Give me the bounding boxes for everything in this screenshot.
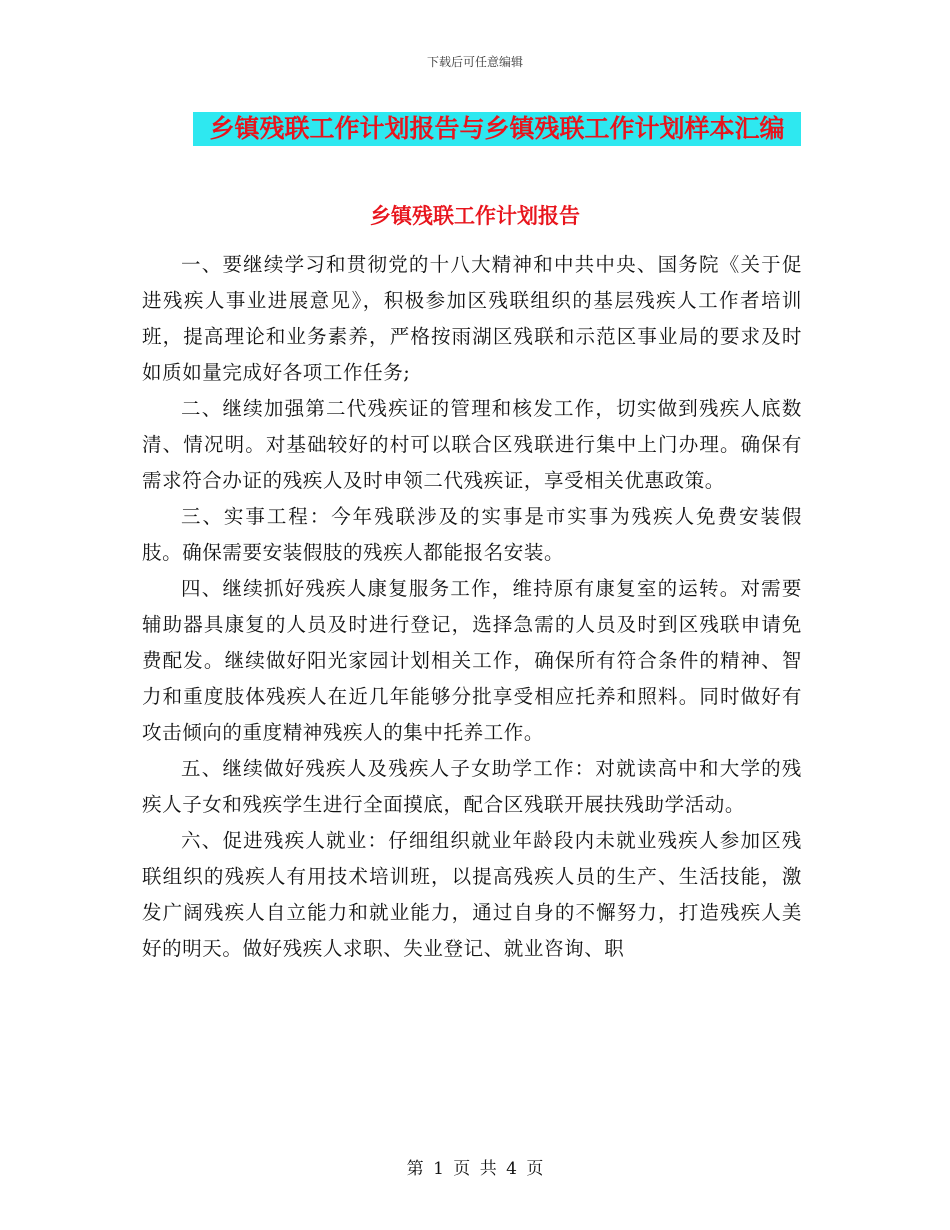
header-note: 下载后可任意编辑 (426, 55, 523, 69)
paragraph-3: 三、实事工程：今年残联涉及的实事是市实事为残疾人免费安装假肢。确保需要安装假肢的残疾人都能报名安装。 (142, 505, 802, 564)
paragraph-5: 五、继续做好残疾人及残疾人子女助学工作：对就读高中和大学的残疾人子女和残疾学生进行全面摸底，配合区残联开展扶残助学活动。 (142, 757, 802, 816)
paragraph-1: 一、要继续学习和贯彻党的十八大精神和中共中央、国务院《关于促进残疾人事业进展意见》，积极参加区残联组织的基层残疾人工作者培训班，提高理论和业务素养，严格按雨湖区残联和示范区事业局的要求及时如质如量完成好各项工作任务; (142, 253, 802, 384)
document-body (142, 247, 802, 967)
paragraph-4: 四、继续抓好残疾人康复服务工作，维持原有康复室的运转。对需要辅助器具康复的人员及时进行登记，选择急需的人员及时到区残联申请免费配发。继续做好阳光家园计划相关工作，确保所有符合条件的精神、智力和重度肢体残疾人在近几年能够分批享受相应托养和照料。同时做好有攻击倾向的重度精神残疾人的集中托养工作。 (142, 577, 802, 744)
paragraph-6: 六、促进残疾人就业：仔细组织就业年龄段内未就业残疾人参加区残联组织的残疾人有用技术培训班，以提高残疾人员的生产、生活技能，激发广阔残疾人自立能力和就业能力，通过自身的不懈努力，打造残疾人美好的明天。做好残疾人求职、失业登记、就业咨询、职 (142, 829, 802, 960)
document-title: 乡镇残联工作计划报告与乡镇残联工作计划样本汇编 (193, 112, 801, 146)
paragraph-2: 二、继续加强第二代残疾证的管理和核发工作，切实做到残疾人底数清、情况明。对基础较好的村可以联合区残联进行集中上门办理。确保有需求符合办证的残疾人及时申领二代残疾证，享受相关优惠政策。 (142, 397, 802, 492)
section-title: 乡镇残联工作计划报告 (370, 204, 580, 228)
page-footer: 第 1 页 共 4 页 (406, 1159, 544, 1179)
